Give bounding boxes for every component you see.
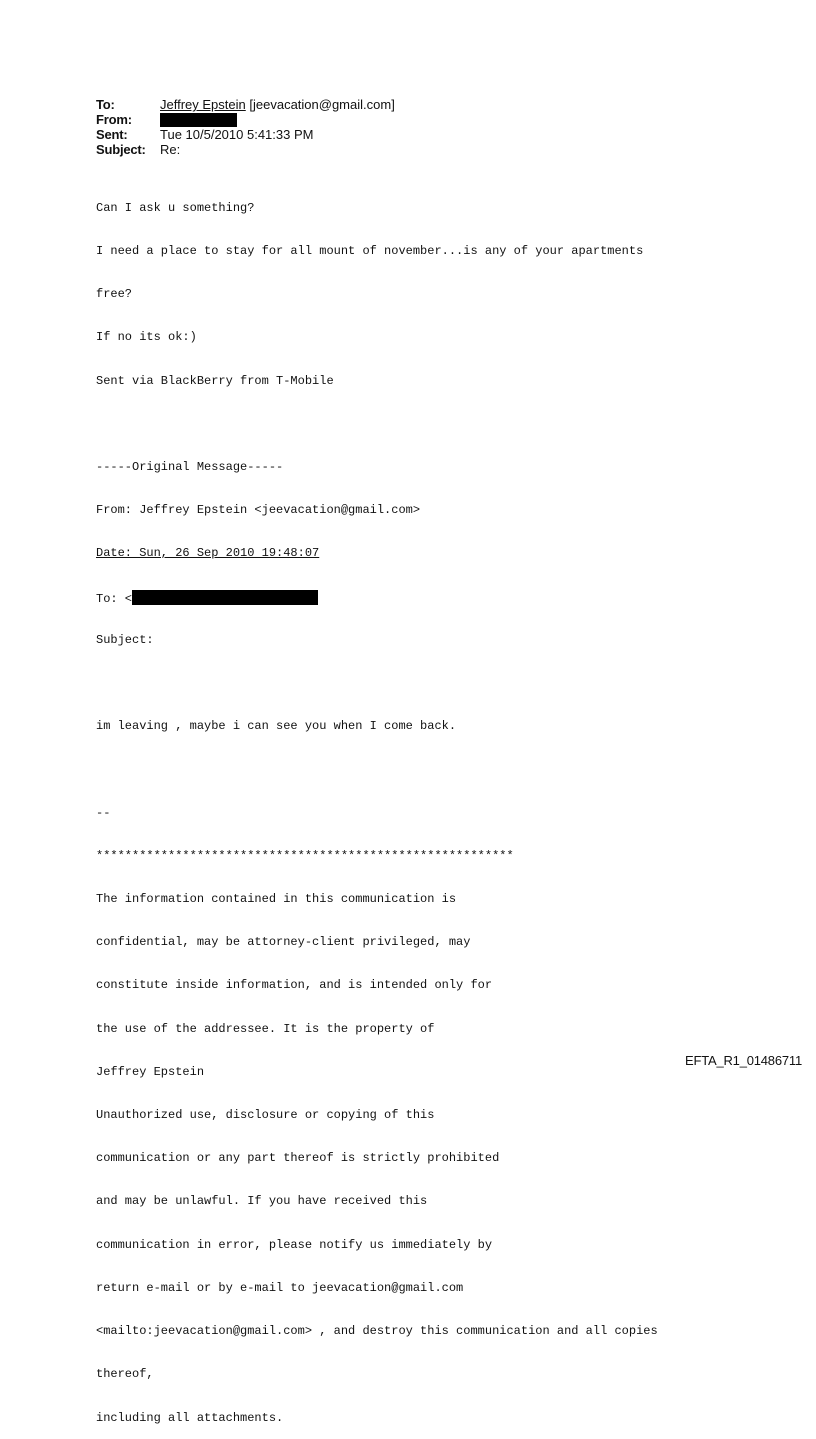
signature-line: and may be unlawful. If you have received this [96, 1194, 428, 1209]
signature-line: return e-mail or by e-mail to jeevacation@gmail.com [96, 1280, 464, 1295]
message-line: free? [96, 287, 133, 302]
message-line: I need a place to stay for all mount of november...is any of your apartments [96, 244, 644, 259]
signature-line: constitute inside information, and is intended only for [96, 978, 493, 993]
signature-line: confidential, may be attorney-client privileged, may [96, 935, 471, 950]
to-address: [jeevacation@gmail.com] [245, 97, 395, 112]
blank-line [96, 676, 658, 690]
blank-line [96, 417, 658, 431]
blank-line [96, 762, 658, 776]
signature-line: communication or any part thereof is strictly prohibited [96, 1151, 500, 1166]
signature-dashes: -- [96, 805, 111, 820]
original-to-row [96, 590, 658, 604]
email-header [96, 97, 395, 157]
subject-label: Subject: [96, 142, 146, 157]
message-line: If no its ok:) [96, 330, 197, 345]
from-row [96, 112, 395, 127]
sent-row [96, 127, 395, 142]
message-line: Can I ask u something? [96, 200, 255, 215]
original-from: From: Jeffrey Epstein <jeevacation@gmail.com> [96, 503, 421, 518]
signature-line: communication in error, please notify us immediately by [96, 1237, 493, 1252]
subject-row [96, 142, 395, 157]
to-value [160, 97, 395, 112]
signature-line: including all attachments. [96, 1410, 284, 1425]
sent-value: Tue 10/5/2010 5:41:33 PM [160, 127, 314, 142]
sent-label: Sent: [96, 127, 128, 142]
message-line: Sent via BlackBerry from T-Mobile [96, 373, 334, 388]
signature-line: thereof, [96, 1367, 154, 1382]
to-name: Jeffrey Epstein [160, 97, 246, 112]
signature-line: <mailto:jeevacation@gmail.com> , and destroy this communication and all copies [96, 1324, 658, 1339]
document-id: EFTA_R1_01486711 [684, 1053, 802, 1068]
from-label: From: [96, 112, 132, 127]
signature-line: the use of the addressee. It is the property of [96, 1021, 435, 1036]
original-body: im leaving , maybe i can see you when I come back. [96, 719, 457, 734]
signature-line: Jeffrey Epstein [96, 1064, 205, 1079]
original-separator: -----Original Message----- [96, 460, 284, 475]
signature-line: Unauthorized use, disclosure or copying of this [96, 1108, 435, 1123]
to-label: To: [96, 97, 115, 112]
to-row [96, 97, 395, 112]
signature-line: The information contained in this communication is [96, 892, 457, 907]
subject-value: Re: [160, 142, 181, 157]
original-date: Date: Sun, 26 Sep 2010 19:48:07 [96, 546, 320, 561]
redaction-box [132, 590, 318, 605]
signature-stars: ********************************************************** [96, 848, 514, 863]
original-to-prefix: To: < [96, 591, 133, 606]
email-body [96, 172, 658, 1439]
original-subject: Subject: [96, 632, 154, 647]
redaction-box [160, 113, 237, 127]
